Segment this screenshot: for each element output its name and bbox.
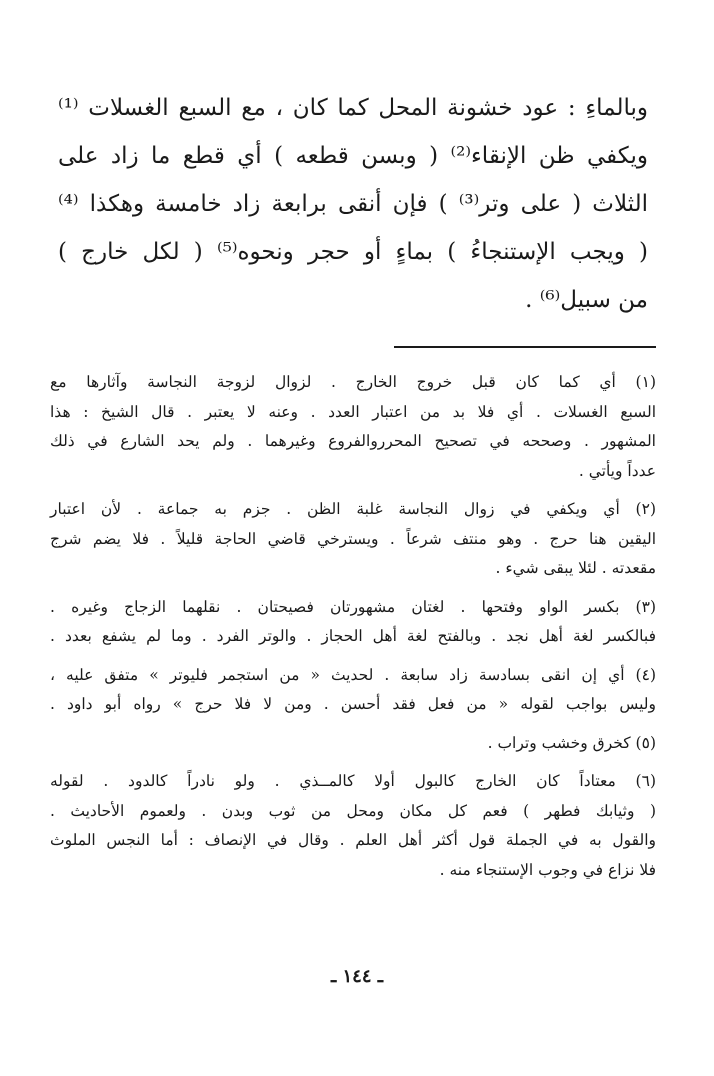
- main-text-block: [58, 84, 648, 324]
- main-line: الثلاث ( على وتر⁽³⁾ ) فإن أنقى برابعة زاد خامسة وهكذا ⁽⁴⁾: [58, 191, 649, 217]
- footnote-6: [50, 767, 656, 885]
- footnote-line: مقعدته . لئلا يبقى شيء .: [495, 559, 656, 577]
- footnote-line: فلا نزاع في وجوب الإستنجاء منه .: [439, 860, 656, 879]
- page-number: ـ ١٤٤ ـ: [330, 966, 384, 987]
- footnote-line: (٣) بكسر الواو وفتحها . لغتان مشهورتان فصيحتان . نقلهما الزجاج وغيره .: [50, 597, 656, 616]
- footnote-line: (٤) أي إن انقى بسادسة زاد سابعة . لحديث « من استجمر فليوتر » متفق عليه ،: [50, 665, 656, 684]
- footnote-line: ( وثيابك فطهر ) فعم كل مكان ومحل من ثوب وبدن . ولعموم الأحاديث .: [50, 801, 656, 820]
- main-line: ( ويجب الإستنجاءُ ) بماءٍ أو حجر ونحوه⁽⁵⁾ ( لكل خارج ): [58, 239, 648, 265]
- footnotes-block: [50, 368, 656, 894]
- footnote-line: عدداً ويأتي .: [578, 461, 656, 480]
- footnote-line: اليقين هنا حرج . وهو منتف شرعاً . ويسترخي قاضي الحاجة قليلاً . فلا يضم شرج: [50, 529, 656, 548]
- footnote-5: [50, 729, 656, 759]
- footnote-line: (١) أي كما كان قبل خروج الخارج . لزوال لزوجة النجاسة وآثارها مع: [50, 373, 656, 391]
- footnote-line: وليس بواجب لقوله « من فعل فقد أحسن . ومن لا فلا حرج » رواه أبو داود .: [50, 695, 656, 713]
- footnote-line: السبع الغسلات . أي فلا بد من اعتبار العدد . وعنه لا يعتبر . قال الشيخ : هذا: [50, 402, 656, 421]
- footnote-line: المشهور . وصححه في تصحيح المحرروالفروع وغيرهما . ولم يحد الشارع في ذلك: [50, 432, 656, 450]
- footnote-line: فبالكسر لغة أهل نجد . وبالفتح لغة أهل الحجاز . والوتر الفرد . وما لم يشفع بعدد .: [50, 627, 656, 645]
- footnote-line: (٢) أي ويكفي في زوال النجاسة غلبة الظن . جزم به جماعة . لأن اعتبار: [50, 500, 656, 518]
- footnote-line: (٥) كخرق وخشب وتراب .: [487, 733, 656, 752]
- footnote-4: [50, 661, 656, 720]
- footnote-separator: [394, 346, 656, 348]
- footnote-line: والقول به في الجملة قول أكثر أهل العلم . وقال في الإنصاف : أما النجس الملوث: [50, 831, 656, 849]
- footnote-3: [50, 593, 656, 652]
- main-line: وبالماءِ : عود خشونة المحل كما كان ، مع السبع الغسلات ⁽¹⁾: [58, 95, 648, 121]
- footnote-line: (٦) معتاداً كان الخارج كالبول أولا كالمــذي . ولو نادراً كالدود . لقوله: [50, 772, 656, 790]
- footnote-1: [50, 368, 656, 486]
- main-line: من سبيل⁽⁶⁾ .: [525, 287, 648, 313]
- footnote-2: [50, 495, 656, 584]
- main-line: ويكفي ظن الإنقاء⁽²⁾ ( وبسن قطعه ) أي قطع ما زاد على: [58, 143, 648, 169]
